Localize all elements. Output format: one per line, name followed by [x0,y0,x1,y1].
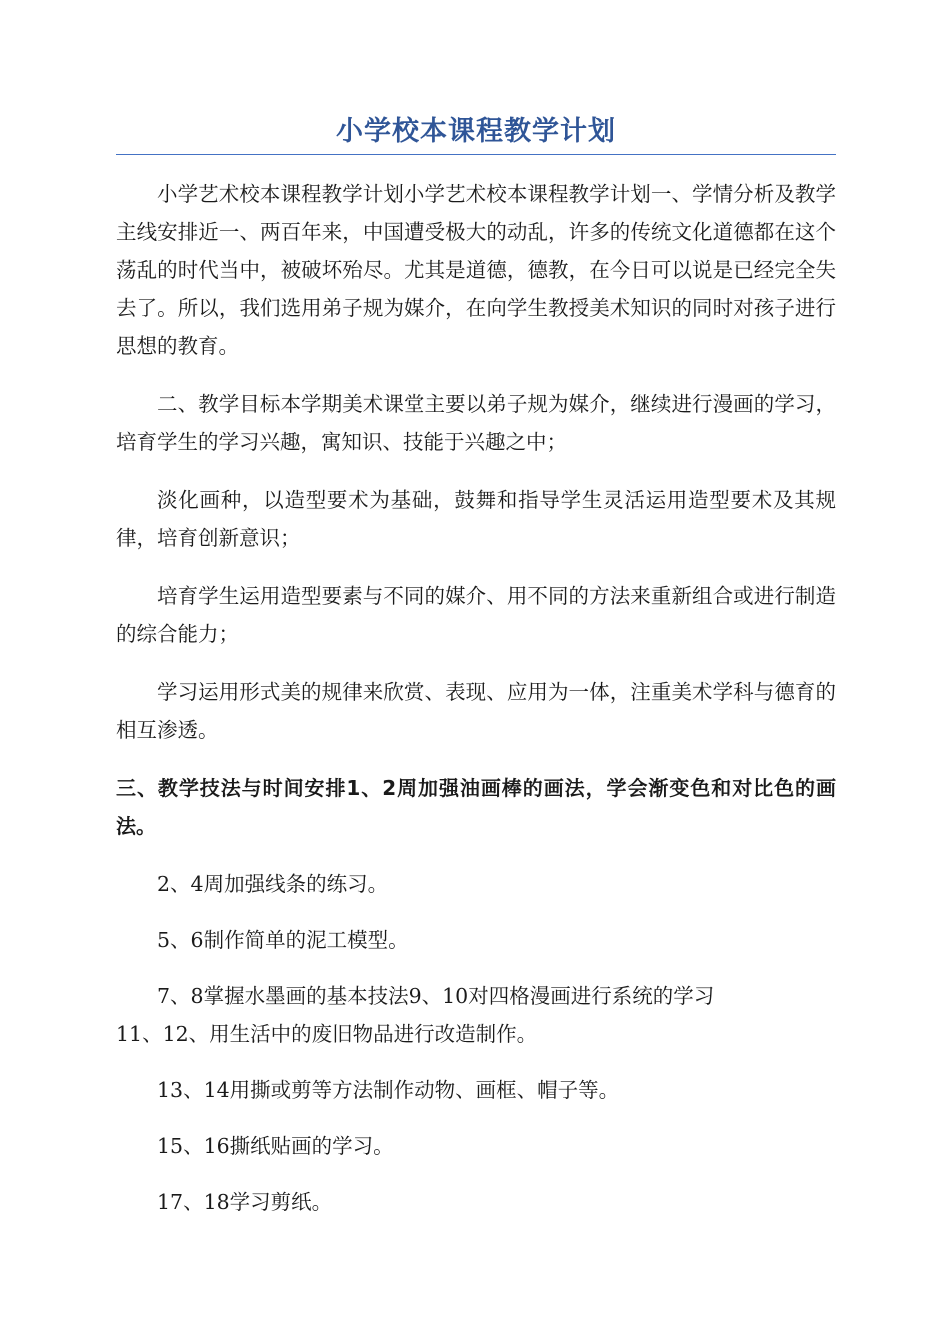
title-underline [116,154,836,155]
schedule-item: 11、12、用生活中的废旧物品进行改造制作。 [116,1022,538,1046]
schedule-item: 15、16撕纸贴画的学习。 [157,1134,394,1158]
paragraph-intro: 小学艺术校本课程教学计划小学艺术校本课程教学计划一、学情分析及教学主线安排近一、两百年来，中国遭受极大的动乱，许多的传统文化道德都在这个荡乱的时代当中，被破坏殆尽。尤其是道德，德教，在今日可以说是已经完全失去了。所以，我们选用弟子规为媒介，在向学生教授美术知识的同时对孩子进行思想的教育。 [116,182,836,358]
paragraph-goals: 二、教学目标本学期美术课堂主要以弟子规为媒介，继续进行漫画的学习，培育学生的学习兴趣，寓知识、技能于兴趣之中； [116,392,836,454]
document-page [116,112,836,1221]
schedule-item: 7、8掌握水墨画的基本技法9、10对四格漫画进行系统的学习 [157,984,715,1008]
schedule-item: 5、6制作简单的泥工模型。 [157,928,409,952]
paragraph-goal-2: 淡化画种，以造型要术为基础，鼓舞和指导学生灵活运用造型要术及其规律，培育创新意识； [116,488,836,550]
paragraph-goal-4: 学习运用形式美的规律来欣赏、表现、应用为一体，注重美术学科与德育的相互渗透。 [116,680,836,742]
schedule-item: 17、18学习剪纸。 [157,1190,333,1214]
paragraph-goal-3: 培育学生运用造型要素与不同的媒介、用不同的方法来重新组合或进行制造的综合能力； [116,584,836,646]
section-heading-schedule: 三、教学技法与时间安排1、2周加强油画棒的画法，学会渐变色和对比色的画法。 [116,776,836,838]
schedule-item: 13、14用撕或剪等方法制作动物、画框、帽子等。 [157,1078,620,1102]
document-title: 小学校本课程教学计划 [336,116,616,147]
schedule-item: 2、4周加强线条的练习。 [157,872,389,896]
